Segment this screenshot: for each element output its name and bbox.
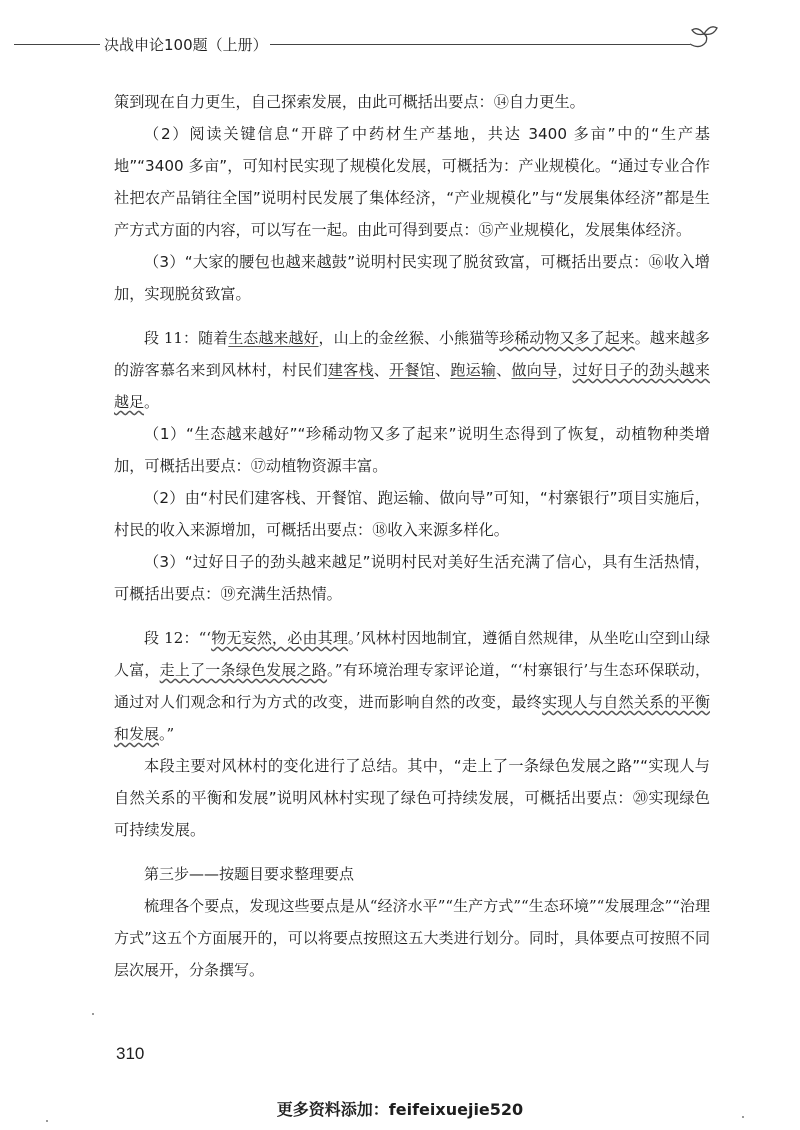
wavy-underlined-phrase: 过好日子的劲头越来越足 [114,361,710,411]
paragraph: （1）“生态越来越好”“珍稀动物又多了起来”说明生态得到了恢复，动植物种类增加，可概括出要点：⑰动植物资源丰富。 [114,425,710,475]
header-rule-left [14,44,100,45]
sprout-icon [686,20,720,54]
wavy-underlined-phrase: 珍稀动物又多了起来 [499,329,635,347]
wavy-underlined-phrase: 实现人与自然关系的平衡和发展 [114,693,710,743]
text-run: ，山上的金丝猴、小熊猫等 [318,329,500,347]
footer-note: 更多资料添加：feifeixuejie520 [276,1100,524,1119]
text-run: 。’风林村因地制宜，遵循自然规律，从坐吃山空到山绿人富， [114,629,710,679]
section-heading: 第三步——按题目要求整理要点 [144,865,355,883]
text-run: 、 [435,361,451,379]
page-body [114,86,710,986]
paragraph: 策到现在自力更生，自己探索发展，由此可概括出要点：⑭自力更生。 [114,93,585,111]
scan-speck [742,1116,744,1118]
text-run: 。” [159,725,175,743]
underlined-phrase: 做向导 [511,361,558,379]
paragraph: 本段主要对风林村的变化进行了总结。其中，“走上了一条绿色发展之路”“实现人与自然关系的平衡和发展”说明风林村实现了绿色可持续发展，可概括出要点：⑳实现绿色可持续发展。 [114,757,710,839]
scan-speck [92,1013,94,1015]
text-run: 。 [144,393,160,411]
text-run: 、 [373,361,390,379]
text-run: 。越来越多的游客慕名来到风林村，村民们 [114,329,710,379]
source-paragraph-12 [114,622,710,750]
page-number: 310 [116,1044,145,1063]
underlined-phrase: 建客栈 [328,361,374,379]
text-run: 段 11：随着 [144,329,229,347]
underlined-phrase: 生态越来越好 [228,329,319,347]
paragraph: （2）阅读关键信息“开辟了中药材生产基地，共达 3400 多亩”中的“生产基地”“3400 多亩”，可知村民实现了规模化发展，可概括为：产业规模化。“通过专业合作社把农产品销往全国”说明村民发展了集体经济，“产业规模化”与“发展集体经济”都是生产方式方面的内容，可以写在一起。由此可得到要点：⑮产业规模化，发展集体经济。 [114,125,710,239]
underlined-phrase: 跑运输 [450,361,497,379]
text-run: 、 [496,361,512,379]
header-rule-right [270,44,690,45]
paragraph: （3）“过好日子的劲头越来越足”说明村民对美好生活充满了信心，具有生活热情，可概括出要点：⑲充满生活热情。 [114,553,710,603]
underlined-phrase: 开餐馆 [389,361,436,379]
paragraph: 梳理各个要点，发现这些要点是从“经济水平”“生产方式”“生态环境”“发展理念”“治理方式”这五个方面展开的，可以将要点按照这五大类进行划分。同时，具体要点可按照不同层次展开，分条撰写。 [114,897,710,979]
text-run: 。”有环境治理专家评论道，“‘村寨银行’与生态环保联动，通过对人们观念和行为方式的改变，进而影响自然的改变，最终 [114,661,710,711]
running-header [0,30,800,64]
text-run: ， [557,361,573,379]
wavy-underlined-phrase: 物无妄然，必由其理 [211,629,349,647]
scan-speck [46,1120,48,1122]
book-title: 决战申论100题（上册） [104,36,268,54]
paragraph: （3）“大家的腰包也越来越鼓”说明村民实现了脱贫致富，可概括出要点：⑯收入增加，实现脱贫致富。 [114,253,710,303]
text-run: 段 12：“‘ [144,629,212,647]
source-paragraph-11 [114,322,710,418]
wavy-underlined-phrase: 走上了一条绿色发展之路 [159,661,328,679]
paragraph: （2）由“村民们建客栈、开餐馆、跑运输、做向导”可知，“村寨银行”项目实施后，村民的收入来源增加，可概括出要点：⑱收入来源多样化。 [114,489,710,539]
